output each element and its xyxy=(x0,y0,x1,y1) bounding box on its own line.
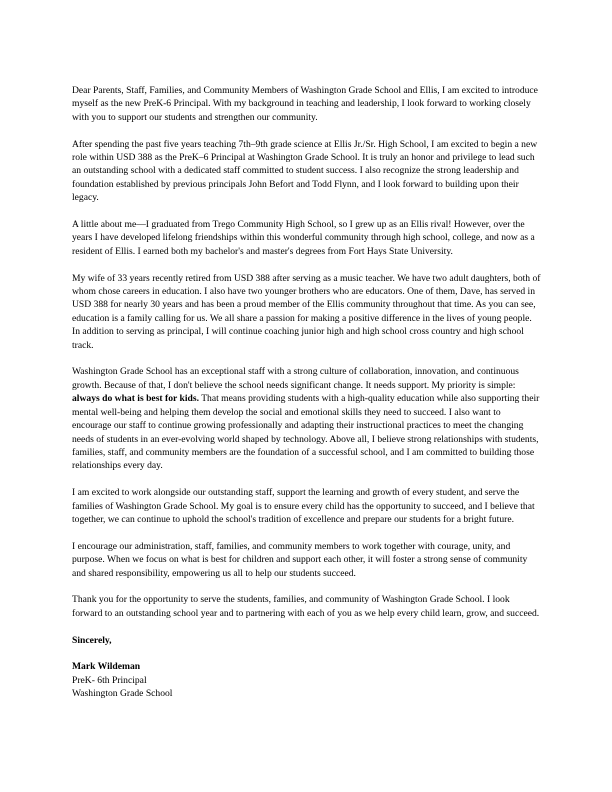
paragraph-new-role: After spending the past five years teaching 7th–9th grade science at Ellis Jr./Sr. High School, I am excited to begin a new role within USD 388 as the PreK–6 Principal at Washington Grade School. It is truly an honor and privilege to lead such an outstanding school with a dedicated staff committed to student success. I also recognize the strong leadership and foundation established by previous principals John Befort and Todd Flynn, and I look forward to building upon their legacy. xyxy=(72,138,538,204)
priorities-bold-statement: always do what is best for kids. xyxy=(72,393,199,405)
signer-name xyxy=(72,660,542,673)
letter-body xyxy=(72,84,542,701)
signer-name-text: Mark Wildeman xyxy=(72,661,141,673)
priorities-text-end: That means providing students with a high-quality education while also supporting their mental well-being and helping them develop the social and emotional skills they need to succeed. I also want to encourage our staff to continue growing professionally and adapting their instructional practices to meet the changing needs of students in an ever-evolving world shaped by technology. Above all, I believe strong relationships with students, families, staff, and community members are the foundation of a successful school, and I am committed to building those relationships every day. xyxy=(72,393,540,472)
paragraph-greeting: Dear Parents, Staff, Families, and Community Members of Washington Grade School and Ellis, I am excited to introduce myself as the new PreK-6 Principal. With my background in teaching and leadership, I look forward to working closely with you to support our students and strengthen our community. xyxy=(72,85,538,123)
paragraph-about-me: A little about me—I graduated from Trego Community High School, so I grew up as an Ellis rival! However, over the years I have developed lifelong friendships within this wonderful community through high school, college, and now as a resident of Ellis. I earned both my bachelor's and master's degrees from Fort Hays State University. xyxy=(72,219,535,257)
paragraph-priorities xyxy=(72,365,542,472)
closing xyxy=(72,634,542,647)
closing-text: Sincerely, xyxy=(72,634,112,646)
signature-block xyxy=(72,660,542,700)
signer-title: PreK- 6th Principal xyxy=(72,674,147,686)
paragraph-goals: I am excited to work alongside our outstanding staff, support the learning and growth of every student, and serve the families of Washington Grade School. My goal is to ensure every child has the opportunity to succeed, and I believe that together, we can continue to uphold the school's tradition of excellence and prepare our students for a bright future. xyxy=(72,487,535,525)
paragraph-family: My wife of 33 years recently retired from USD 388 after serving as a music teacher. We have two adult daughters, both of whom chose careers in education. I also have two younger brothers who are educators. One of them, Dave, has served in USD 388 for nearly 30 years and has been a proud member of the Ellis community throughout that time. As you can see, education is a family calling for us. We all share a passion for making a positive difference in the lives of young people. In addition to serving as principal, I will continue coaching junior high and high school cross country and high school track. xyxy=(72,272,541,351)
priorities-text-start: Washington Grade School has an exceptional staff with a strong culture of collaboration, innovation, and continuous growth. Because of that, I don't believe the school needs significant change. It needs support. My priority is simple: xyxy=(72,366,519,391)
paragraph-thanks: Thank you for the opportunity to serve the students, families, and community of Washington Grade School. I look forward to an outstanding school year and to partnering with each of you as we help every child learn, grow, and succeed. xyxy=(72,594,540,619)
paragraph-encouragement: I encourage our administration, staff, families, and community members to work together with courage, unity, and purpose. When we focus on what is best for children and support each other, it will foster a strong sense of community and shared responsibility, empowering us all to help our students succeed. xyxy=(72,540,528,579)
signer-school: Washington Grade School xyxy=(72,688,173,700)
